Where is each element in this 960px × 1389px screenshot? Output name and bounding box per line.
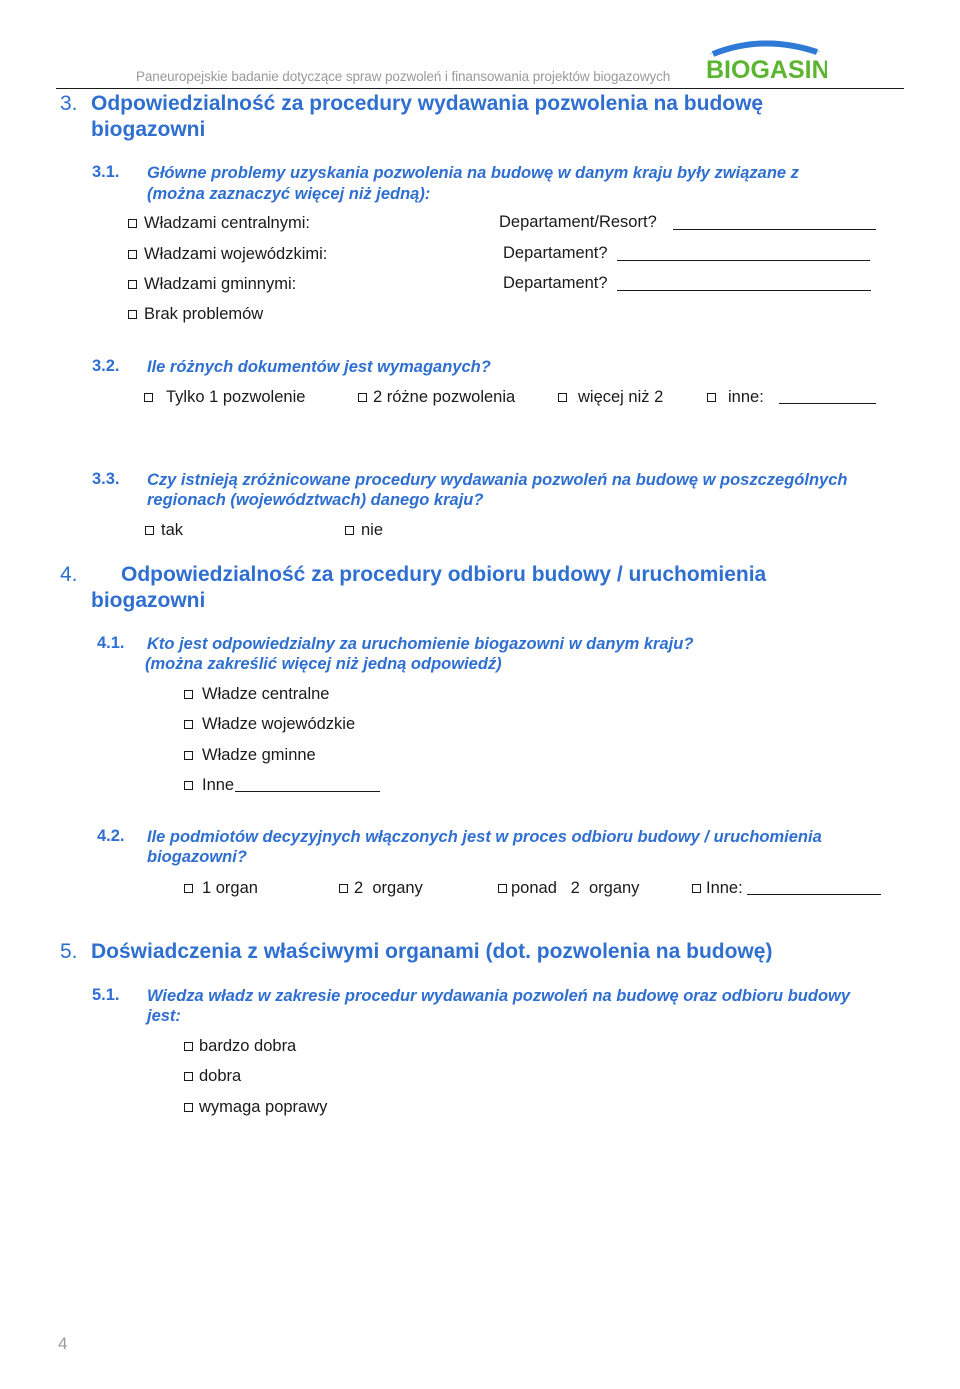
checkbox-icon[interactable] (128, 250, 137, 259)
dept-input-1[interactable] (673, 216, 876, 230)
q33-text: Czy istnieją zróżnicowane procedury wydawania pozwoleń na budowę w poszczególnych (147, 471, 848, 489)
dept-label-2: Departament? (503, 244, 608, 262)
checkbox-municipal[interactable]: Władzami gminnymi: (128, 274, 296, 294)
q51-number: 5.1. (92, 986, 120, 1004)
q41-text: Kto jest odpowiedzialny za uruchomienie biogazowni w danym kraju? (147, 635, 694, 653)
checkbox-icon[interactable] (184, 1103, 193, 1112)
checkbox-central[interactable]: Władzami centralnymi: (128, 213, 310, 233)
section-5-heading: 5. Doświadczenia z właściwymi organami (dot. pozwolenia na budowę) (60, 940, 773, 963)
checkbox-icon[interactable] (128, 219, 137, 228)
checkbox-no[interactable]: nie (345, 520, 383, 540)
q41-number: 4.1. (97, 634, 125, 652)
checkbox-voivodeship[interactable]: Władzami wojewódzkimi: (128, 244, 327, 264)
checkbox-icon[interactable] (144, 393, 153, 402)
checkbox-icon[interactable] (692, 884, 701, 893)
q51-text-cont: jest: (147, 1007, 181, 1025)
checkbox-icon[interactable] (145, 526, 154, 535)
checkbox-needs-improvement[interactable]: wymaga poprawy (184, 1097, 327, 1117)
checkbox-other-organs[interactable]: Inne: (692, 878, 881, 898)
checkbox-icon[interactable] (707, 393, 716, 402)
q42-number: 4.2. (97, 827, 125, 845)
dept-label-3: Departament? (503, 274, 608, 292)
checkbox-very-good[interactable]: bardzo dobra (184, 1036, 296, 1056)
q41-text-cont: (można zakreślić więcej niż jedną odpowiedź) (145, 655, 502, 673)
checkbox-icon[interactable] (358, 393, 367, 402)
q32-text: Ile różnych dokumentów jest wymaganych? (147, 358, 491, 376)
checkbox-one-organ[interactable]: 1 organ (184, 878, 258, 898)
q42-text: Ile podmiotów decyzyjnych włączonych jest w proces odbioru budowy / uruchomienia (147, 828, 822, 846)
checkbox-good[interactable]: dobra (184, 1066, 241, 1086)
checkbox-icon[interactable] (184, 751, 193, 760)
q42-text-cont: biogazowni? (147, 848, 247, 866)
section-3-heading: 3. Odpowiedzialność za procedury wydawania pozwolenia na budowę (60, 92, 764, 115)
checkbox-municipal-authorities[interactable]: Władze gminne (184, 745, 316, 765)
q32-number: 3.2. (92, 357, 120, 375)
q31-text-cont: (można zaznaczyć więcej niż jedną): (147, 185, 431, 203)
section-4-heading-cont: biogazowni (91, 589, 206, 612)
checkbox-icon[interactable] (345, 526, 354, 535)
checkbox-icon[interactable] (128, 280, 137, 289)
checkbox-other-authorities[interactable]: Inne (184, 775, 380, 795)
checkbox-two-permits[interactable]: 2 różne pozwolenia (358, 387, 515, 407)
page-number: 4 (58, 1334, 68, 1353)
logo-wordmark: BIOGASIN (706, 56, 827, 84)
q31-number: 3.1. (92, 163, 120, 181)
section-3-heading-cont: biogazowni (91, 118, 206, 141)
checkbox-icon[interactable] (128, 310, 137, 319)
header-rule (56, 88, 904, 89)
checkbox-icon[interactable] (184, 781, 193, 790)
other-organs-input[interactable] (747, 881, 881, 895)
checkbox-more-organs[interactable]: ponad 2 organy (498, 878, 639, 898)
checkbox-voivodeship-authorities[interactable]: Władze wojewódzkie (184, 714, 355, 734)
checkbox-two-organs[interactable]: 2 organy (339, 878, 423, 898)
checkbox-more-than-two[interactable]: więcej niż 2 (558, 387, 663, 407)
q33-text-cont: regionach (województwach) danego kraju? (147, 491, 484, 509)
checkbox-no-problems[interactable]: Brak problemów (128, 304, 263, 324)
checkbox-one-permit[interactable]: Tylko 1 pozwolenie (144, 387, 305, 407)
dept-input-3[interactable] (617, 277, 871, 291)
checkbox-icon[interactable] (184, 884, 193, 893)
checkbox-icon[interactable] (184, 690, 193, 699)
q51-text: Wiedza władz w zakresie procedur wydawania pozwoleń na budowę oraz odbioru budowy (147, 987, 851, 1005)
checkbox-icon[interactable] (558, 393, 567, 402)
other-authorities-input[interactable] (235, 778, 380, 792)
dept-input-2[interactable] (617, 247, 870, 261)
checkbox-icon[interactable] (498, 884, 507, 893)
q33-number: 3.3. (92, 470, 120, 488)
checkbox-icon[interactable] (184, 1042, 193, 1051)
checkbox-icon[interactable] (184, 1072, 193, 1081)
checkbox-icon[interactable] (339, 884, 348, 893)
section-4-heading: 4. Odpowiedzialność za procedury odbioru budowy / uruchomienia (60, 563, 767, 586)
dept-label-1: Departament/Resort? (499, 213, 657, 231)
running-header: Paneuropejskie badanie dotyczące spraw pozwoleń i finansowania projektów biogazowych (136, 69, 671, 84)
checkbox-icon[interactable] (184, 720, 193, 729)
checkbox-central-authorities[interactable]: Władze centralne (184, 684, 329, 704)
q31-text: Główne problemy uzyskania pozwolenia na budowę w danym kraju były związane z (147, 164, 799, 182)
checkbox-yes[interactable]: tak (145, 520, 183, 540)
checkbox-other-docs[interactable]: inne: (707, 387, 764, 407)
other-docs-input[interactable] (779, 390, 876, 404)
biogasin-logo (703, 34, 827, 84)
